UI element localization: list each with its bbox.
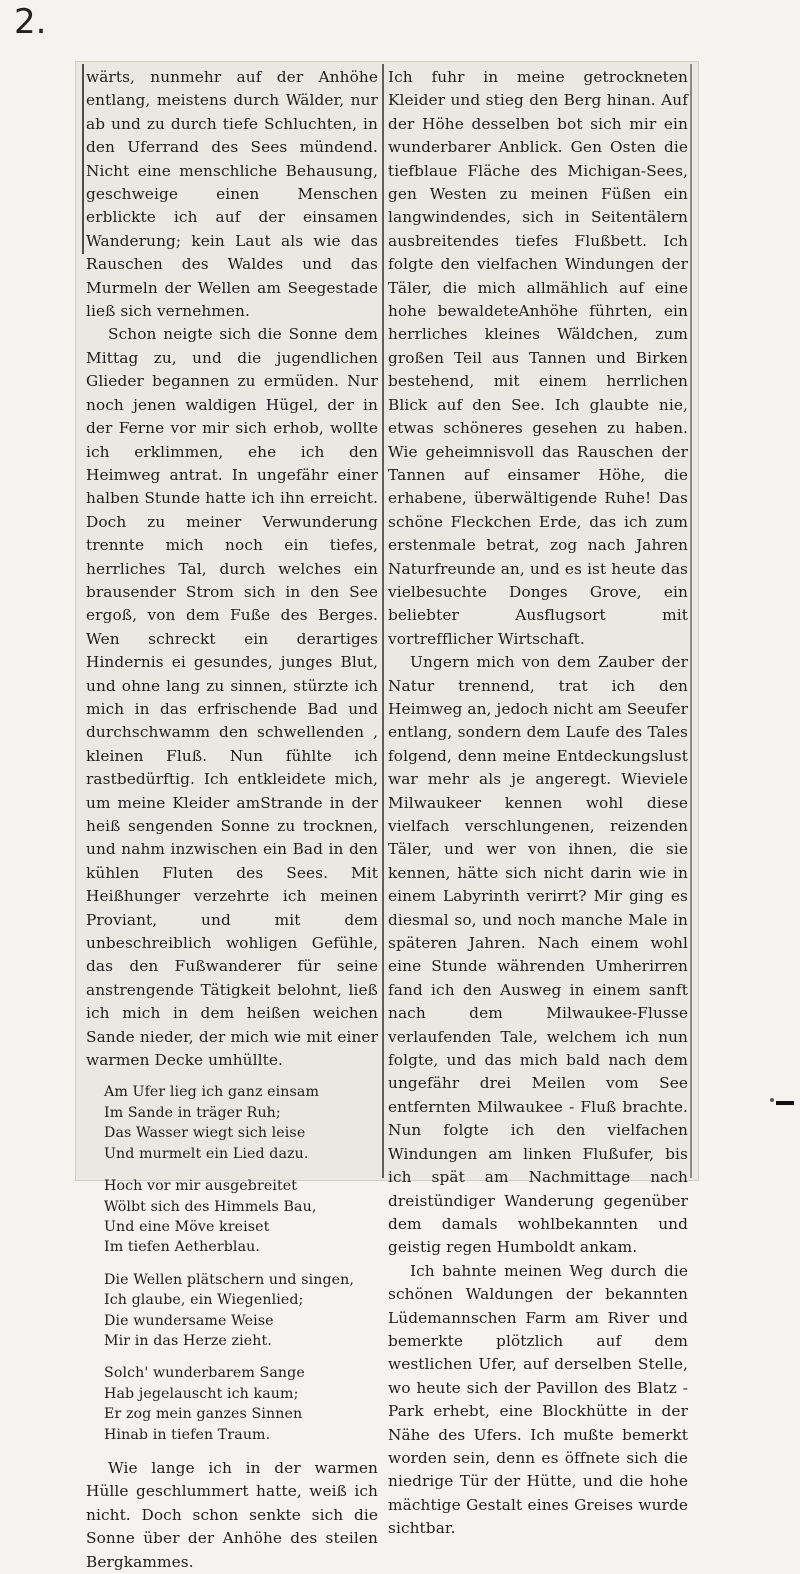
poem-stanza-2 bbox=[104, 1176, 378, 1258]
poem bbox=[104, 1082, 378, 1445]
poem-line: Er zog mein ganzes Sinnen bbox=[104, 1406, 303, 1423]
left-paragraph-2: Schon neigte sich die Sonne dem Mittag zu, und die jugendlichen Glieder begannen zu ermüden. Nur noch jenen waldigen Hügel, der in der Ferne vor mir sich erhob, wollte ich erklimmen, ehe ich den Heimweg antrat. In ungefähr einer halben Stunde hatte ich ihn erreicht. Doch zu meiner Verwunderung trennte mich noch ein tiefes, herrliches Tal, durch welches ein brausender Strom sich in den See ergoß, von dem Fuße des Berges. Wen schreckt ein derartiges Hindernis ei gesundes, junges Blut, und ohne lang zu sinnen, stürzte ich mich in das erfrischende Bad und durchschwamm den schwellenden , kleinen Fluß. Nun fühlte ich rastbedürftig. Ich entkleidete mich, um meine Kleider amStrande in der heiß sengenden Sonne zu trocknen, und nahm inzwischen ein Bad in den kühlen Fluten des Sees. Mit Heißhunger verzehrte ich meinen Proviant, und mit dem unbeschreiblich wohligen Gefühle, das den Fußwanderer für seine anstrengende Tätigkeit belohnt, ließ ich mich in dem heißen weichen Sande nieder, der mich wie mit einer warmen Decke umhüllte. bbox=[86, 325, 378, 1070]
poem-line: Und murmelt ein Lied dazu. bbox=[104, 1145, 309, 1162]
poem-stanza-1 bbox=[104, 1082, 378, 1164]
poem-line: Die Wellen plätschern und singen, bbox=[104, 1271, 354, 1288]
poem-stanza-4 bbox=[104, 1363, 378, 1445]
poem-stanza-3 bbox=[104, 1270, 378, 1352]
poem-line: Mir in das Herze zieht. bbox=[104, 1332, 272, 1349]
clipping-edge-right bbox=[690, 64, 692, 1178]
right-paragraph-3: Ich bahnte meinen Weg durch die schönen Waldungen der bekannten Lüdemannschen Farm am River und bemerkte plötzlich auf dem westlichen Ufer, auf derselben Stelle, wo heute sich der Pavillon des Blatz - Park erhebt, eine Blockhütte in der Nähe des Ufers. Ich mußte bemerkt worden sein, denn es öffnete sich die niedrige Tür der Hütte, und die hohe mächtige Gestalt eines Greises wurde sichtbar. bbox=[388, 1261, 688, 1538]
poem-line: Hoch vor mir ausgebreitet bbox=[104, 1178, 298, 1195]
poem-line: Die wundersame Weise bbox=[104, 1312, 274, 1329]
left-paragraph-opening: wärts, nunmehr auf der Anhöhe entlang, meistens durch Wälder, nur ab und zu durch tiefe Schluchten, in den Uferrand des Sees mündend. Nicht eine menschliche Behausung, geschweige einen Menschen erblickte ich auf der einsamen Wanderung; kein Laut als wie das Rauschen des Waldes und das Murmeln der Wellen am Seegestade ließ sich vernehmen. bbox=[86, 68, 378, 321]
poem-line: Ich glaube, ein Wiegenlied; bbox=[104, 1292, 304, 1309]
scan-speck bbox=[770, 1098, 774, 1102]
right-paragraph-1: Ich fuhr in meine getrockneten Kleider und stieg den Berg hinan. Auf der Höhe desselben bot sich mir ein wunderbarer Anblick. Gen Osten die tiefblaue Fläche des Michigan-Sees, gen Westen zu meinen Füßen ein langwindendes, sich in Seitentälern ausbreitendes tiefes Flußbett. Ich folgte den vielfachen Windungen der Täler, die mich allmählich auf eine hohe bewaldeteAnhöhe führten, ein herrliches kleines Wäldchen, zum großen Teil aus Tannen und Birken bestehend, mit einem herrlichen Blick auf den See. Ich glaubte nie, etwas schöneres gesehen zu haben. Wie geheimnisvoll das Rauschen der Tannen auf einsamer Höhe, die erhabene, überwältigende Ruhe! Das schöne Fleckchen Erde, das ich zum erstenmale betrat, zog nach Jahren Naturfreunde an, und es ist heute das vielbesuchte Donges Grove, ein beliebter Ausflugsort mit vortrefflicher Wirtschaft. bbox=[388, 68, 688, 648]
poem-line: Am Ufer lieg ich ganz einsam bbox=[104, 1084, 320, 1101]
margin-mark bbox=[776, 1101, 794, 1105]
left-paragraph-3: Wie lange ich in der warmen Hülle geschlummert hatte, weiß ich nicht. Doch schon senkte sich die Sonne über der Anhöhe des steilen Bergkammes. bbox=[86, 1458, 378, 1571]
poem-line: Im Sande in träger Ruh; bbox=[104, 1104, 281, 1121]
left-column bbox=[86, 66, 378, 1574]
right-paragraph-2: Ungern mich von dem Zauber der Natur trennend, trat ich den Heimweg an, jedoch nicht am Seeufer entlang, sondern dem Laufe des Tales folgend, denn meine Entdeckungslust war mehr als je angeregt. Wieviele Milwaukeer kennen wohl diese vielfach verschlungenen, reizenden Täler, und wer von ihnen, die sie kennen, hätte sich nicht darin wie in einem Labyrinth verirrt? Mir ging es diesmal so, und noch manche Male in späteren Jahren. Nach einem wohl eine Stunde währenden Umherirren fand ich den Ausweg in einem sanft nach dem Milwaukee-Flusse verlaufenden Tale, welchem ich nun folgte, und das mich bald nach dem ungefähr drei Meilen vom See entfernten Milwaukee - Fluß brachte. Nun folgte ich den vielfachen Windungen am linken Flußufer, bis ich spät am Nachmittage nach dreistündiger Wanderung gegenüber dem damals wohlbekannten und geistig regen Humboldt ankam. bbox=[388, 653, 688, 1257]
poem-line: Das Wasser wiegt sich leise bbox=[104, 1125, 306, 1142]
clipping-edge-left bbox=[82, 64, 84, 254]
page-number: 2. bbox=[14, 2, 47, 42]
poem-line: Im tiefen Aetherblau. bbox=[104, 1239, 260, 1256]
poem-line: Wölbt sich des Himmels Bau, bbox=[104, 1198, 317, 1215]
right-column bbox=[388, 66, 688, 1541]
poem-line: Und eine Möve kreiset bbox=[104, 1218, 270, 1235]
column-divider bbox=[382, 64, 384, 1178]
poem-line: Solch' wunderbarem Sange bbox=[104, 1365, 305, 1382]
poem-line: Hinab in tiefen Traum. bbox=[104, 1426, 271, 1443]
poem-line: Hab jegelauscht ich kaum; bbox=[104, 1385, 299, 1402]
